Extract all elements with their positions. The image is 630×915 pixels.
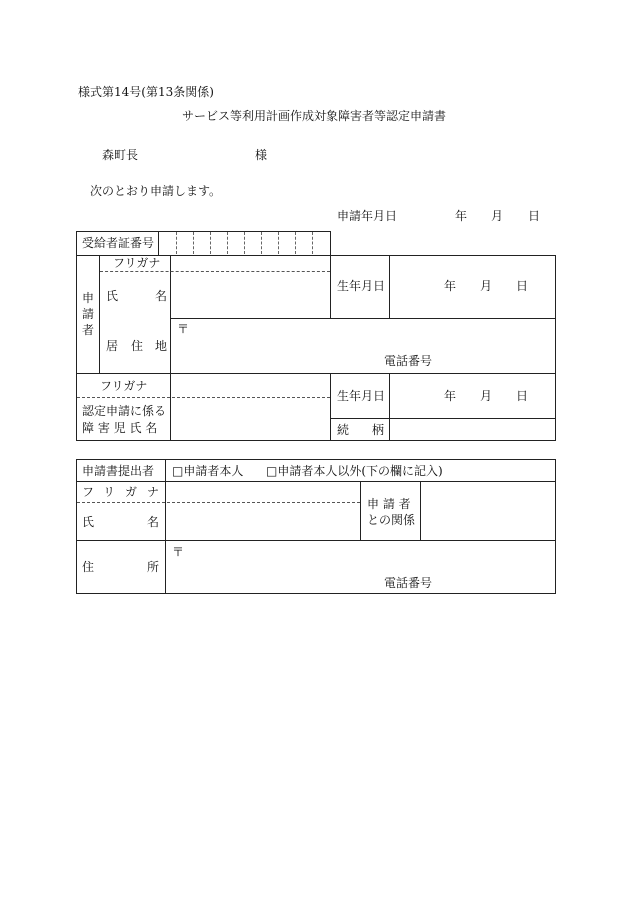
child-birthdate-field[interactable] <box>390 374 555 417</box>
residence-label-3: 地 <box>155 339 168 353</box>
submitter-address-label-2: 所 <box>147 560 160 574</box>
form-number: 様式第14号(第13条関係) <box>78 85 214 99</box>
applicant-label-2: 請 <box>82 307 95 321</box>
child-birth-month: 月 <box>480 389 493 403</box>
child-name-field[interactable] <box>171 398 329 439</box>
addressee: 森町長 <box>102 148 139 162</box>
applicant-birth-year: 年 <box>444 279 457 293</box>
child-birthdate-label: 生年月日 <box>337 389 386 403</box>
applicant-label-3: 者 <box>82 323 95 337</box>
application-date-field[interactable] <box>400 204 550 226</box>
submitter-phone-label: 電話番号 <box>384 576 433 590</box>
child-furigana-field[interactable] <box>171 374 329 396</box>
submitter-option-other[interactable]: □申請者本人以外(下の欄に記入) <box>266 464 443 478</box>
submitter-furigana-3: ガ <box>125 485 138 499</box>
submitter-name-label-2: 名 <box>147 515 160 529</box>
submitter-furigana-1: フ <box>82 485 95 499</box>
submitter-name-label-1: 氏 <box>82 515 95 529</box>
submitter-postal-mark: 〒 <box>172 545 185 559</box>
child-name-label-2: 障 害 児 氏 名 <box>82 421 158 435</box>
recipient-number-label: 受給者証番号 <box>82 236 155 250</box>
application-date-month: 月 <box>491 209 504 223</box>
applicant-birthdate-field[interactable] <box>390 256 555 317</box>
relation-label-1: 申 請 者 <box>367 497 411 511</box>
relationship-field[interactable] <box>390 419 555 440</box>
residence-label-1: 居 <box>106 339 119 353</box>
child-birth-year: 年 <box>444 389 457 403</box>
applicant-furigana-label: フリガナ <box>113 256 161 270</box>
relation-field[interactable] <box>421 482 555 539</box>
submitter-option-self[interactable]: □申請者本人 <box>172 464 244 478</box>
application-date-day: 日 <box>528 209 541 223</box>
submitter-furigana-2: リ <box>103 485 116 499</box>
intro-text: 次のとおり申請します。 <box>90 184 222 198</box>
applicant-birth-day: 日 <box>516 279 529 293</box>
child-furigana-label: フリガナ <box>100 379 148 393</box>
application-date-label: 申請年月日 <box>337 209 398 223</box>
applicant-name-label-2: 名 <box>155 289 168 303</box>
submitter-furigana-field[interactable] <box>166 482 359 502</box>
applicant-birth-month: 月 <box>480 279 493 293</box>
honorific: 様 <box>255 148 268 162</box>
applicant-label-1: 申 <box>82 291 95 305</box>
submitter-label: 申請書提出者 <box>82 464 155 478</box>
residence-phone-label: 電話番号 <box>384 354 433 368</box>
relation-label-2: との関係 <box>367 513 416 527</box>
form-title: サービス等利用計画作成対象障害者等認定申請書 <box>182 109 447 123</box>
relationship-label-1: 続 <box>337 423 350 437</box>
residence-postal-mark: 〒 <box>177 322 190 336</box>
submitter-address-field[interactable] <box>166 541 555 592</box>
child-name-label-1: 認定申請に係る <box>82 404 167 418</box>
submitter-address-label-1: 住 <box>82 560 95 574</box>
residence-address-field[interactable] <box>171 319 555 372</box>
applicant-name-label-1: 氏 <box>106 289 119 303</box>
applicant-birthdate-label: 生年月日 <box>337 279 386 293</box>
submitter-furigana-4: ナ <box>147 485 160 499</box>
submitter-name-field[interactable] <box>166 503 359 539</box>
child-birth-day: 日 <box>516 389 529 403</box>
applicant-furigana-field[interactable] <box>171 256 329 271</box>
applicant-name-field[interactable] <box>171 273 329 317</box>
application-date-year: 年 <box>455 209 468 223</box>
relationship-label-2: 柄 <box>372 423 385 437</box>
residence-label-2: 住 <box>131 339 144 353</box>
